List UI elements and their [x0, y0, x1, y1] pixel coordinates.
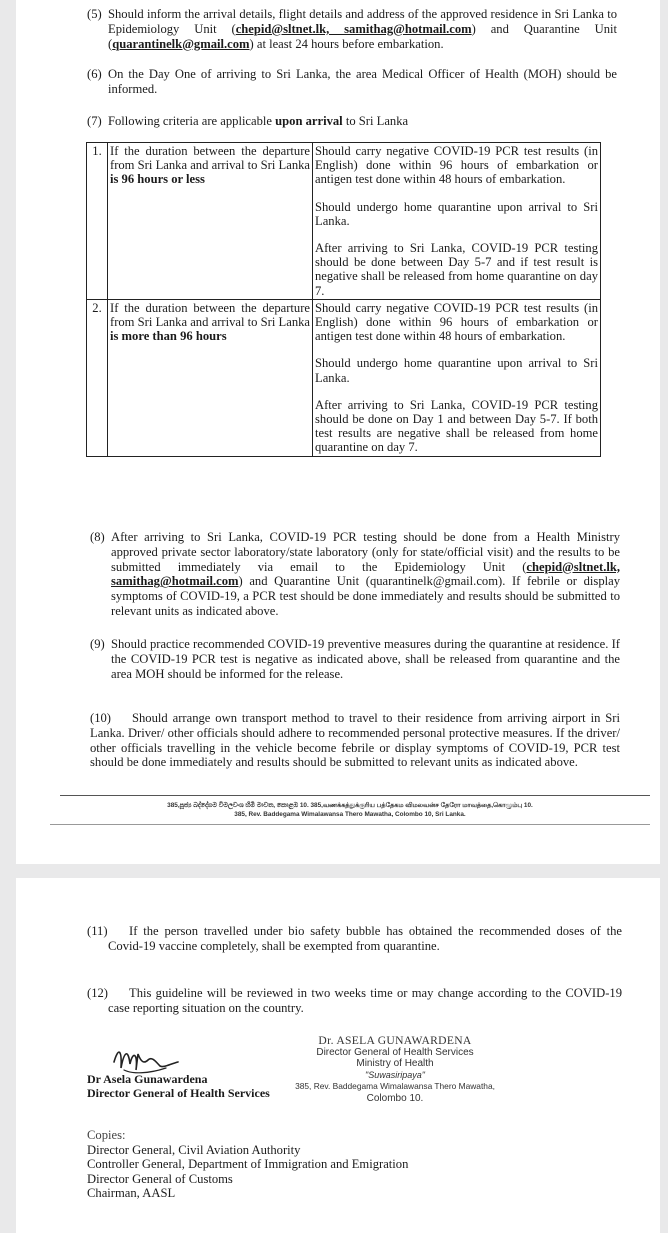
requirement-text: After arriving to Sri Lanka, COVID-19 PCR testing should be done between Day 5-7 and if test result is negative shall be released from home quarantine on day 7. [315, 241, 598, 298]
condition-text: If the duration between the departure from Sri Lanka and arrival to Sri Lanka [110, 300, 310, 330]
item-text: to Sri Lanka [342, 114, 409, 128]
guideline-item-6 [87, 67, 617, 97]
requirement-text: Should carry negative COVID-19 PCR test results (in English) done within 96 hours of embarkation or antigen test done within 48 hours of embarkation. [315, 300, 598, 344]
item-text: Following criteria are applicable [108, 114, 276, 128]
item-number: (12) [87, 986, 108, 1000]
item-text: After arriving to Sri Lanka, COVID-19 PCR testing should be done from a Health Ministry approved private sector laboratory/state laboratory (only for state/official visit) and the results to be submitted immediately via email to the Epidemiology Unit ( [111, 530, 620, 574]
guideline-item-8 [90, 530, 620, 619]
item-number: (7) [87, 114, 102, 128]
footer-address-local: 385,පූජ්‍ය බද්දේගම විමලවංශ හිමි මාවත, කොළඹ 10. 385,வணக்கத்துக்குரிய பத்தேகம விமலவன்ச தேரோ மாவத்தை,கொழும்பு 10. [167, 802, 533, 809]
stamp-address: 385, Rev. Baddegama Wimalawansa Thero Mawatha, [295, 1081, 495, 1092]
guideline-item-10 [90, 711, 620, 770]
signatory-name: Dr Asela Gunawardena [87, 1072, 208, 1086]
quarantine-email[interactable]: quarantinelk@gmail.com [112, 36, 250, 51]
item-number: (5) [87, 7, 102, 21]
item-text: On the Day One of arriving to Sri Lanka, the area Medical Officer of Health (MOH) should be informed. [108, 67, 617, 96]
requirement-text: Should carry negative COVID-19 PCR test results (in English) done within 96 hours of embarkation or antigen test done within 48 hours of embarkation. [315, 144, 598, 187]
requirement-text: After arriving to Sri Lanka, COVID-19 PCR testing should be done on Day 1 and between Day 5-7. If both test results are negative shall be released from home quarantine on day 7. [315, 397, 598, 455]
footer-divider [60, 795, 650, 796]
official-stamp [290, 1035, 500, 1105]
table-row [87, 143, 601, 300]
stamp-city: Colombo 10. [366, 1092, 424, 1104]
stamp-ministry: Ministry of Health [356, 1058, 434, 1070]
item-number: (11) [87, 924, 108, 938]
item-number: (9) [90, 637, 105, 651]
footer-address-english: 385, Rev. Baddegama Wimalawansa Thero Mawatha, Colombo 10, Sri Lanka. [234, 811, 466, 818]
item-number: (10) [90, 711, 111, 725]
item-text: If the person travelled under bio safety bubble has obtained the recommended doses of the Covid-19 vaccine completely, shall be exempted from quarantine. [108, 924, 622, 953]
item-text: Should inform the arrival details, flight details and address of the approved residence in Sri Lanka to Epidemiology Unit ( [108, 7, 617, 36]
list-item: Director General, Civil Aviation Authority [87, 1142, 301, 1157]
stamp-title: Director General of Health Services [316, 1046, 474, 1058]
condition-cell [108, 143, 313, 300]
guideline-item-7 [87, 114, 617, 129]
item-text: This guideline will be reviewed in two weeks time or may change according to the COVID-19 case reporting situation on the country. [108, 986, 622, 1015]
item-text: Should arrange own transport method to travel to their residence from arriving airport in Sri Lanka. Driver/ other officials should adhere to recommended personal protective measures. If the driver/ other officials travelling in the vehicle become febrile or display symptoms of COVID-19, PCR test should be done immediately and results should be submitted to relevant units as indicated above. [90, 711, 620, 770]
copies-list [87, 1128, 408, 1201]
requirement-text: Should undergo home quarantine upon arrival to Sri Lanka. [315, 356, 598, 385]
condition-text: If the duration between the departure from Sri Lanka and arrival to Sri Lanka [110, 144, 310, 173]
guideline-item-5 [87, 7, 617, 51]
criteria-table [86, 142, 601, 457]
condition-bold: is more than 96 hours [110, 329, 227, 344]
guideline-item-12 [87, 986, 622, 1016]
epidemiology-email[interactable]: chepid@sltnet.lk, samithag@hotmail.com [235, 21, 472, 36]
item-text: ) at least 24 hours before embarkation. [249, 36, 444, 51]
guideline-item-9 [90, 637, 620, 681]
row-number: 2. [87, 299, 108, 456]
item-text: ) and Quarantine Unit (quarantinelk@gmail.com). If febrile or display symptoms of COVID-19, a PCR test should be done immediately and results should be submitted to relevant units as indicated above. [111, 574, 620, 618]
condition-bold: is 96 hours or less [110, 172, 205, 187]
guideline-item-11 [87, 924, 622, 954]
requirement-cell [313, 143, 601, 300]
copies-heading: Copies: [87, 1128, 126, 1142]
requirement-cell [313, 299, 601, 456]
signatory-title: Director General of Health Services [87, 1086, 270, 1100]
list-item: Controller General, Department of Immigration and Emigration [87, 1157, 409, 1172]
item-text-bold: upon arrival [275, 114, 343, 128]
stamp-building: "Suwasiripaya" [365, 1069, 425, 1080]
list-item: Chairman, AASL [87, 1186, 176, 1201]
requirement-text: Should undergo home quarantine upon arrival to Sri Lanka. [315, 199, 598, 228]
epidemiology-email[interactable]: chepid@sltnet.lk, samithag@hotmail.com [111, 559, 620, 589]
stamp-name: Dr. ASELA GUNAWARDENA [318, 1034, 472, 1047]
item-text: ) and Quarantine Unit ( [108, 21, 617, 51]
row-number: 1. [87, 143, 108, 300]
item-number: (8) [90, 530, 105, 544]
footer-address [70, 801, 630, 819]
item-number: (6) [87, 67, 102, 81]
table-row [87, 299, 601, 456]
item-text: Should practice recommended COVID-19 preventive measures during the quarantine at residence. If the COVID-19 PCR test is negative as indicated above, shall be released from quarantine and the area MOH should be informed for the release. [111, 637, 620, 681]
list-item: Director General of Customs [87, 1171, 233, 1186]
page-edge-line [50, 824, 650, 825]
condition-cell [108, 299, 313, 456]
